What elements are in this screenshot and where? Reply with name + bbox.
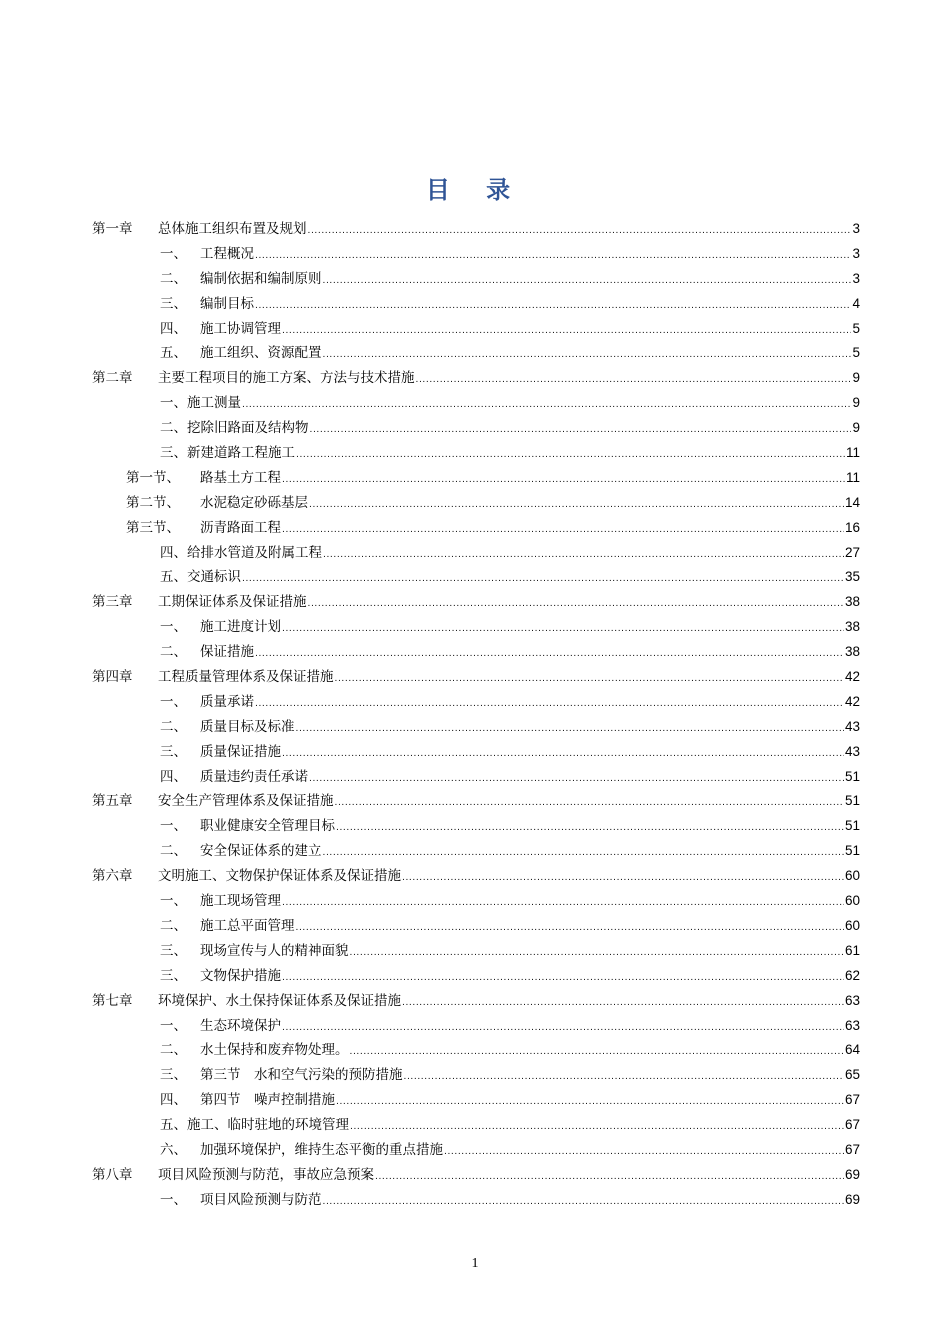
- toc-entry[interactable]: [92, 939, 860, 964]
- toc-entry-number: 第三章: [92, 594, 133, 611]
- toc-entry[interactable]: [92, 789, 860, 814]
- toc-entry-label: 一、施工测量: [160, 395, 241, 412]
- toc-entry-number: 第三节、: [126, 519, 180, 536]
- toc-entry-page: 61: [844, 942, 860, 958]
- toc-dot-leader: [375, 1165, 844, 1190]
- toc-dot-leader: [336, 1090, 844, 1115]
- toc-dot-leader: [310, 418, 852, 443]
- toc-dot-leader: [309, 767, 844, 792]
- toc-entry[interactable]: [92, 491, 860, 516]
- toc-dot-leader: [255, 244, 851, 269]
- toc-dot-leader: [255, 642, 844, 667]
- toc-entry[interactable]: [92, 640, 860, 665]
- toc-entry-page: 64: [844, 1042, 860, 1058]
- toc-entry-label: 四、给排水管道及附属工程: [160, 544, 322, 561]
- toc-entry-number: 第一节、: [126, 469, 180, 486]
- toc-entry[interactable]: [92, 740, 860, 765]
- toc-entry[interactable]: [92, 1038, 860, 1063]
- toc-entry-page: 38: [844, 644, 860, 660]
- toc-dot-leader: [336, 816, 844, 841]
- toc-entry-page: 3: [852, 245, 860, 261]
- toc-dot-leader: [350, 1115, 844, 1140]
- toc-dot-leader: [323, 543, 844, 568]
- toc-entry[interactable]: [92, 1113, 860, 1138]
- toc-entry-page: 9: [852, 420, 860, 436]
- toc-dot-leader: [242, 393, 851, 418]
- toc-dot-leader: [282, 617, 844, 642]
- toc-entry-number: 一、: [160, 1191, 187, 1208]
- toc-entry[interactable]: [92, 366, 860, 391]
- toc-entry-label: 安全生产管理体系及保证措施: [158, 793, 334, 810]
- toc-entry[interactable]: [92, 1063, 860, 1088]
- toc-dot-leader: [323, 269, 852, 294]
- toc-entry[interactable]: [92, 665, 860, 690]
- toc-entry-page: 67: [844, 1117, 860, 1133]
- toc-entry[interactable]: [92, 715, 860, 740]
- toc-entry-number: 一、: [160, 619, 187, 636]
- toc-entry-number: 三、: [160, 967, 187, 984]
- toc-dot-leader: [296, 916, 844, 941]
- toc-entry[interactable]: [92, 217, 860, 242]
- toc-entry-page: 9: [852, 395, 860, 411]
- toc-entry[interactable]: [92, 889, 860, 914]
- toc-entry-label: 施工协调管理: [200, 320, 281, 337]
- toc-dot-leader: [350, 941, 844, 966]
- toc-dot-leader: [242, 567, 844, 592]
- toc-entry-number: 第六章: [92, 868, 133, 885]
- toc-entry-page: 51: [844, 843, 860, 859]
- toc-entry-number: 第一章: [92, 221, 133, 237]
- toc-entry[interactable]: [92, 317, 860, 342]
- toc-entry-number: 一、: [160, 693, 187, 710]
- toc-dot-leader: [282, 468, 845, 493]
- toc-entry-number: 第四章: [92, 669, 133, 686]
- toc-dot-leader: [282, 742, 844, 767]
- toc-title: 目 录: [425, 175, 525, 204]
- toc-dot-leader: [282, 966, 844, 991]
- toc-entry-label: 五、施工、临时驻地的环境管理: [160, 1117, 349, 1134]
- toc-dot-leader: [309, 493, 844, 518]
- toc-entry-label: 沥青路面工程: [200, 519, 281, 536]
- toc-dot-leader: [255, 692, 844, 717]
- toc-entry-label: 工程质量管理体系及保证措施: [158, 669, 334, 686]
- toc-entry-number: 一、: [160, 245, 187, 262]
- toc-entry-label: 生态环境保护: [200, 1017, 281, 1034]
- toc-entry[interactable]: [92, 292, 860, 317]
- toc-dot-leader: [308, 592, 844, 617]
- toc-entry[interactable]: [92, 516, 860, 541]
- toc-entry-label: 质量目标及标准: [200, 718, 295, 735]
- toc-entry[interactable]: [92, 590, 860, 615]
- toc-entry-number: 第二章: [92, 370, 133, 387]
- toc-entry-label: 质量承诺: [200, 693, 254, 710]
- toc-entry[interactable]: [92, 1014, 860, 1039]
- toc-entry[interactable]: [92, 267, 860, 292]
- toc-entry-label: 第三节 水和空气污染的预防措施: [200, 1067, 403, 1084]
- toc-entry-number: 二、: [160, 718, 187, 735]
- toc-entry-page: 16: [844, 519, 860, 535]
- toc-entry-page: 27: [844, 544, 860, 560]
- toc-entry-number: 三、: [160, 1067, 187, 1084]
- toc-entry-number: 第二节、: [126, 494, 180, 511]
- toc-entry[interactable]: [92, 541, 860, 566]
- toc-entry-label: 项目风险预测与防范: [200, 1191, 322, 1208]
- toc-entry-label: 三、新建道路工程施工: [160, 445, 295, 462]
- toc-entry-label: 主要工程项目的施工方案、方法与技术措施: [158, 370, 415, 387]
- toc-entry[interactable]: [92, 565, 860, 590]
- toc-entry[interactable]: [92, 839, 860, 864]
- toc-entry-number: 六、: [160, 1141, 187, 1158]
- toc-entry[interactable]: [92, 989, 860, 1014]
- toc-entry-label: 保证措施: [200, 644, 254, 661]
- toc-entry-page: 11: [845, 445, 860, 461]
- toc-entry-label: 第四节 噪声控制措施: [200, 1092, 335, 1109]
- toc-entry-label: 文明施工、文物保护保证体系及保证措施: [158, 868, 401, 885]
- toc-dot-leader: [296, 717, 844, 742]
- toc-entry-page: 65: [844, 1067, 860, 1083]
- toc-entry[interactable]: [92, 1088, 860, 1113]
- toc-entry[interactable]: [92, 814, 860, 839]
- toc-dot-leader: [416, 368, 852, 393]
- toc-entry-number: 二、: [160, 1042, 187, 1059]
- toc-entry-page: 43: [844, 743, 860, 759]
- toc-entry-label: 水泥稳定砂砾基层: [200, 494, 308, 511]
- toc-entry-page: 35: [844, 569, 860, 585]
- toc-entry-page: 42: [844, 693, 860, 709]
- toc-dot-leader: [255, 294, 851, 319]
- toc-entry-page: 3: [852, 221, 860, 236]
- toc-entry-page: 63: [844, 992, 860, 1008]
- toc-entry[interactable]: [92, 341, 860, 366]
- toc-entry-number: 三、: [160, 295, 187, 312]
- toc-entry-label: 安全保证体系的建立: [200, 843, 322, 860]
- toc-dot-leader: [282, 891, 844, 916]
- toc-entry-number: 二、: [160, 917, 187, 934]
- toc-dot-leader: [335, 667, 844, 692]
- toc-entry-page: 67: [844, 1092, 860, 1108]
- toc-entry-page: 51: [844, 818, 860, 834]
- toc-entry[interactable]: [92, 466, 860, 491]
- toc-entry[interactable]: [92, 914, 860, 939]
- toc-dot-leader: [350, 1040, 844, 1065]
- toc-entry[interactable]: [92, 690, 860, 715]
- toc-entry-page: 69: [844, 1191, 860, 1207]
- toc-entry-label: 五、交通标识: [160, 569, 241, 586]
- toc-entry-label: 工期保证体系及保证措施: [158, 594, 307, 611]
- table-of-contents: [92, 217, 860, 1213]
- toc-entry-label: 现场宣传与人的精神面貌: [200, 942, 349, 959]
- toc-entry-number: 二、: [160, 843, 187, 860]
- toc-entry-number: 一、: [160, 818, 187, 835]
- toc-entry-label: 施工进度计划: [200, 619, 281, 636]
- toc-dot-leader: [444, 1140, 844, 1165]
- toc-entry-page: 38: [844, 594, 860, 610]
- toc-entry-label: 质量违约责任承诺: [200, 768, 308, 785]
- toc-entry-label: 总体施工组织布置及规划: [158, 221, 307, 237]
- toc-entry-label: 编制依据和编制原则: [200, 270, 322, 287]
- toc-entry-page: 42: [844, 669, 860, 685]
- toc-entry-label: 文物保护措施: [200, 967, 281, 984]
- toc-entry-number: 第七章: [92, 992, 133, 1009]
- toc-entry-number: 五、: [160, 345, 187, 362]
- toc-entry-number: 四、: [160, 1092, 187, 1109]
- toc-entry-label: 路基土方工程: [200, 469, 281, 486]
- toc-entry-number: 二、: [160, 270, 187, 287]
- toc-dot-leader: [404, 1065, 844, 1090]
- toc-entry-page: 5: [852, 345, 860, 361]
- toc-entry-label: 职业健康安全管理目标: [200, 818, 335, 835]
- toc-entry[interactable]: [92, 864, 860, 889]
- toc-entry[interactable]: [92, 1163, 860, 1188]
- toc-entry-page: 51: [844, 768, 860, 784]
- toc-entry-label: 工程概况: [200, 245, 254, 262]
- toc-entry-number: 四、: [160, 320, 187, 337]
- toc-entry-number: 三、: [160, 942, 187, 959]
- toc-dot-leader: [282, 319, 851, 344]
- toc-entry-page: 14: [844, 494, 860, 510]
- toc-entry-number: 一、: [160, 893, 187, 910]
- toc-entry-page: 62: [844, 967, 860, 983]
- toc-entry[interactable]: [92, 1138, 860, 1163]
- toc-entry-label: 施工组织、资源配置: [200, 345, 322, 362]
- toc-entry-page: 67: [844, 1141, 860, 1157]
- toc-dot-leader: [335, 791, 844, 816]
- toc-dot-leader: [308, 219, 852, 244]
- toc-dot-leader: [402, 866, 844, 891]
- toc-entry-number: 四、: [160, 768, 187, 785]
- toc-entry-page: 9: [852, 370, 860, 386]
- toc-entry[interactable]: [92, 441, 860, 466]
- page-number: 1: [471, 1256, 479, 1271]
- toc-entry-label: 二、挖除旧路面及结构物: [160, 420, 309, 437]
- toc-entry-page: 43: [844, 718, 860, 734]
- toc-entry-label: 质量保证措施: [200, 743, 281, 760]
- toc-dot-leader: [282, 518, 844, 543]
- toc-entry-page: 60: [844, 917, 860, 933]
- toc-entry-page: 60: [844, 893, 860, 909]
- toc-entry[interactable]: [92, 615, 860, 640]
- toc-entry[interactable]: [92, 964, 860, 989]
- toc-entry-page: 51: [844, 793, 860, 809]
- toc-entry[interactable]: [92, 416, 860, 441]
- toc-dot-leader: [323, 1190, 844, 1215]
- toc-entry-label: 施工总平面管理: [200, 917, 295, 934]
- toc-entry[interactable]: [92, 391, 860, 416]
- toc-entry[interactable]: [92, 242, 860, 267]
- toc-entry-number: 二、: [160, 644, 187, 661]
- toc-entry-number: 第五章: [92, 793, 133, 810]
- toc-dot-leader: [323, 841, 844, 866]
- toc-entry-page: 11: [845, 469, 860, 485]
- toc-dot-leader: [402, 991, 844, 1016]
- toc-entry[interactable]: [92, 1188, 860, 1213]
- toc-entry-label: 项目风险预测与防范，事故应急预案: [158, 1166, 374, 1183]
- toc-entry-label: 环境保护、水土保持保证体系及保证措施: [158, 992, 401, 1009]
- toc-entry-label: 水土保持和废弃物处理。: [200, 1042, 349, 1059]
- toc-entry-page: 38: [844, 619, 860, 635]
- toc-entry-page: 63: [844, 1017, 860, 1033]
- toc-entry-number: 一、: [160, 1017, 187, 1034]
- toc-entry-number: 第八章: [92, 1166, 133, 1183]
- toc-entry-label: 施工现场管理: [200, 893, 281, 910]
- toc-entry[interactable]: [92, 765, 860, 790]
- toc-dot-leader: [323, 343, 852, 368]
- toc-entry-page: 69: [844, 1166, 860, 1182]
- toc-entry-label: 加强环境保护，维持生态平衡的重点措施: [200, 1141, 443, 1158]
- toc-entry-number: 三、: [160, 743, 187, 760]
- toc-entry-page: 3: [852, 270, 860, 286]
- toc-entry-page: 5: [852, 320, 860, 336]
- toc-dot-leader: [282, 1016, 844, 1041]
- toc-dot-leader: [296, 443, 845, 468]
- toc-entry-page: 4: [852, 295, 860, 311]
- toc-entry-label: 编制目标: [200, 295, 254, 312]
- toc-entry-page: 60: [844, 868, 860, 884]
